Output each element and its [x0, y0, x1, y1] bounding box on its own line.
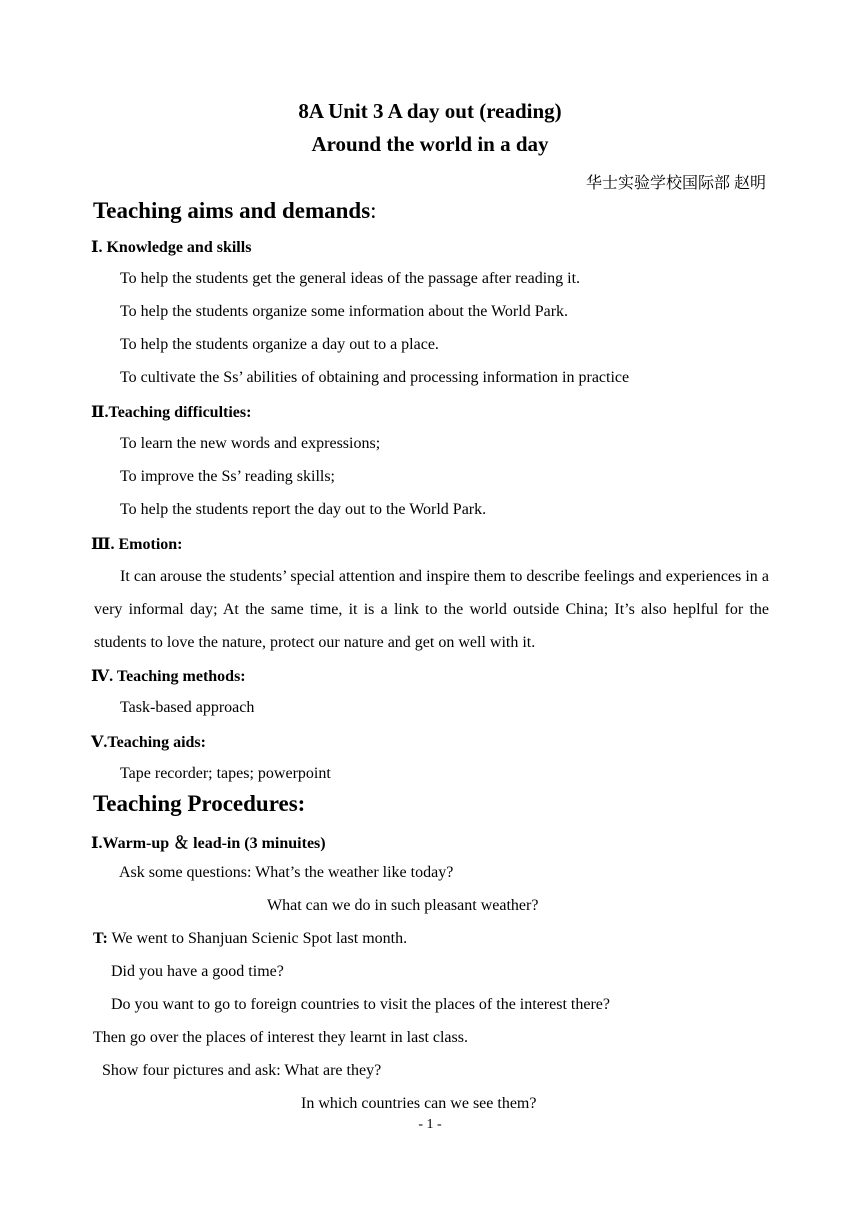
procedure-line: In which countries can we see them?: [301, 1095, 537, 1112]
aim-item: To help the students organize some information about the World Park.: [120, 303, 569, 320]
section-knowledge-skills: Ⅰ. Knowledge and skills: [91, 239, 252, 256]
difficulty-item: To help the students report the day out to the World Park.: [120, 501, 487, 518]
aims-heading-text: Teaching aims and demands: [93, 198, 371, 223]
aids-text: Tape recorder; tapes; powerpoint: [120, 765, 331, 782]
aims-heading-colon: :: [370, 198, 377, 223]
question-line: What can we do in such pleasant weather?: [267, 897, 539, 914]
document-subtitle: Around the world in a day: [311, 132, 549, 156]
aim-item: To cultivate the Ss’ abilities of obtaining and processing information in practice: [120, 369, 630, 386]
aim-item: To help the students organize a day out to a place.: [120, 336, 439, 353]
emotion-paragraph: It can arouse the students’ special attention and inspire them to describe feelings and experiences in a very informal day; At the same time, it is a link to the world outside China; It’s also heplful for the students to love the nature, protect our nature and get on well with it.: [94, 568, 769, 651]
section-teaching-methods: Ⅳ. Teaching methods:: [91, 668, 246, 685]
aims-heading: [93, 198, 377, 224]
teacher-line: Do you want to go to foreign countries to visit the places of the interest there?: [111, 996, 610, 1013]
question-line: Ask some questions: What’s the weather like today?: [119, 864, 454, 881]
aim-item: To help the students get the general ideas of the passage after reading it.: [120, 270, 581, 287]
teacher-text: We went to Shanjuan Scienic Spot last month.: [107, 930, 408, 947]
document-title: 8A Unit 3 A day out (reading): [298, 99, 562, 123]
teacher-line: [93, 930, 407, 948]
procedure-line: Show four pictures and ask: What are they?: [102, 1062, 382, 1079]
difficulty-item: To learn the new words and expressions;: [120, 435, 381, 452]
teacher-label: T:: [93, 930, 108, 947]
procedure-line: Then go over the places of interest they learnt in last class.: [93, 1029, 468, 1046]
section-warm-up: Ⅰ.Warm-up ＆ lead-in (3 minuites): [91, 835, 326, 852]
section-teaching-aids: Ⅴ.Teaching aids:: [91, 734, 206, 751]
author-line: 华士实验学校国际部 赵明: [585, 175, 766, 192]
difficulty-item: To improve the Ss’ reading skills;: [120, 468, 335, 485]
section-teaching-difficulties: Ⅱ.Teaching difficulties:: [91, 404, 252, 421]
methods-text: Task-based approach: [120, 699, 255, 716]
page-number: - 1 -: [418, 1117, 442, 1132]
section-emotion: Ⅲ. Emotion:: [91, 536, 183, 553]
teacher-line: Did you have a good time?: [111, 963, 284, 980]
procedures-heading: Teaching Procedures:: [93, 791, 306, 816]
